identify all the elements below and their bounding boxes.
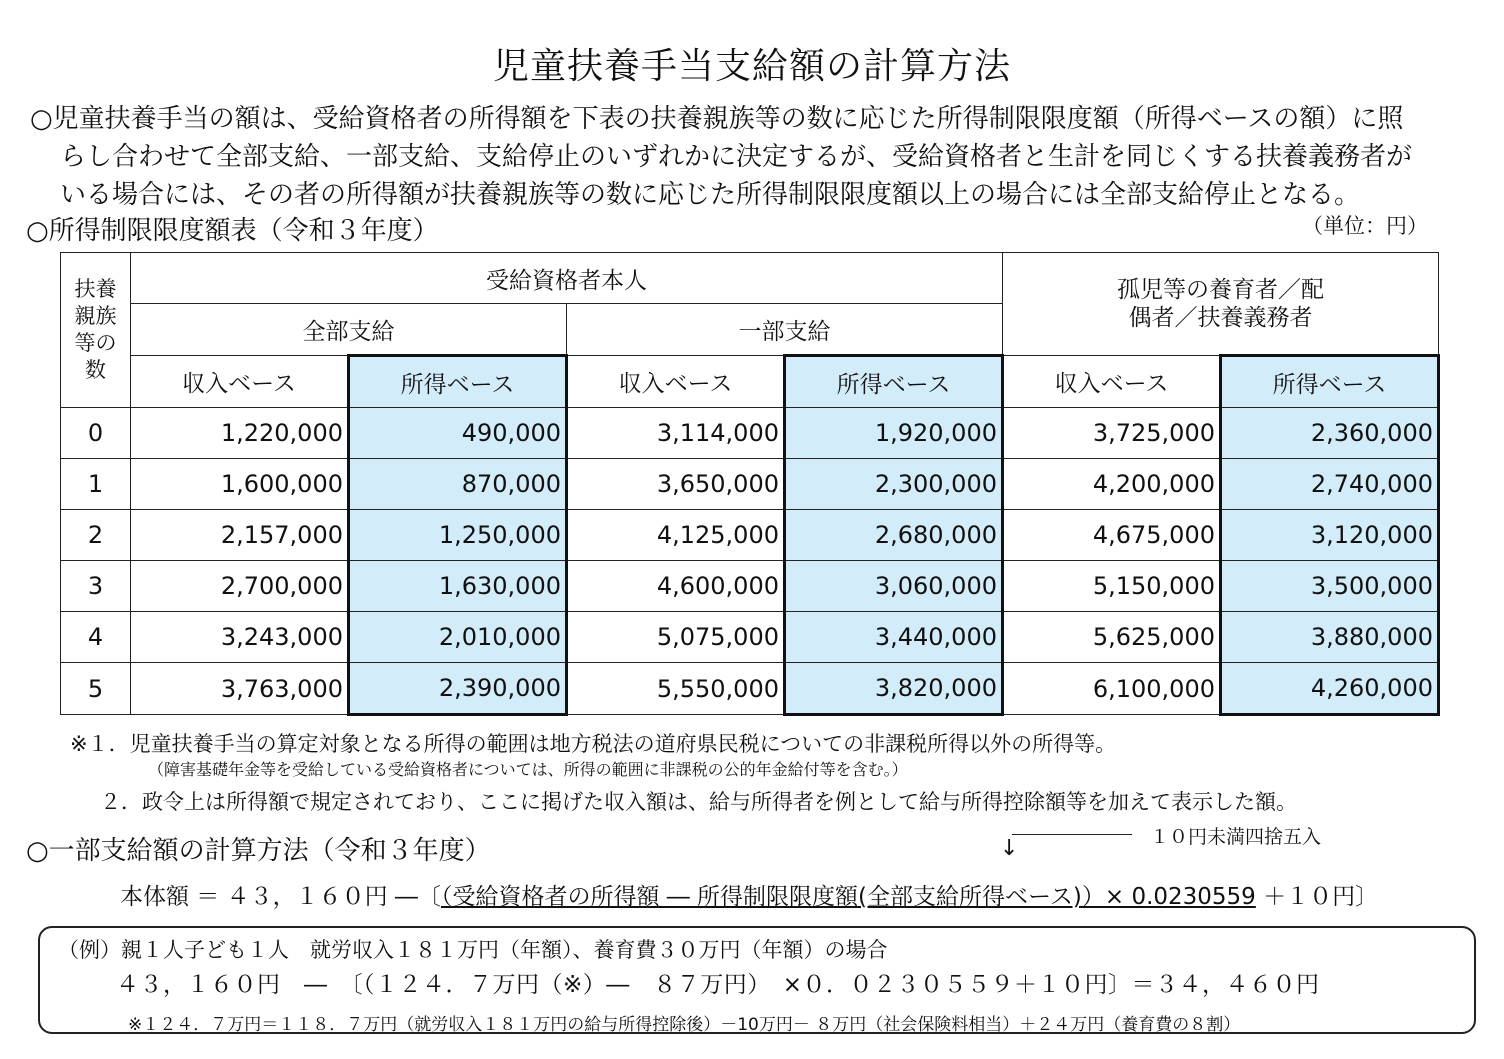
partial-earnings-cell: 3,820,000: [785, 663, 1003, 715]
formula: [120, 878, 1378, 911]
example-line-1: （例）親１人子ども１人 就労収入１８１万円（年額）、養育費３０万円（年額）の場合: [58, 938, 888, 962]
partial-earnings-cell: 3,060,000: [785, 561, 1003, 612]
partial-earnings-cell: 2,300,000: [785, 459, 1003, 510]
full-income-cell: 1,220,000: [131, 408, 349, 459]
dependents-count: 2: [61, 510, 131, 561]
col-header-income: 収入ベース: [131, 356, 349, 408]
arrow-down-icon: ↓: [1000, 836, 1019, 861]
col-header-earnings: 所得ベース: [1221, 356, 1439, 408]
formula-underlined: （受給資格者の所得額 ― 所得制限限度額(全部支給所得ベース)）× 0.0230559: [440, 884, 1256, 910]
guardian-earnings-cell: 2,360,000: [1221, 408, 1439, 459]
guardian-earnings-cell: 3,500,000: [1221, 561, 1439, 612]
guardian-earnings-cell: 3,120,000: [1221, 510, 1439, 561]
full-earnings-cell: 1,250,000: [349, 510, 567, 561]
full-income-cell: 2,700,000: [131, 561, 349, 612]
full-income-cell: 3,243,000: [131, 612, 349, 663]
col-header-earnings: 所得ベース: [785, 356, 1003, 408]
formula-suffix: ＋１０円〕: [1255, 884, 1379, 910]
footnote-1-sub: （障害基礎年金等を受給している受給資格者については、所得の範囲に非課税の公的年金給付等を含む。）: [148, 760, 908, 779]
full-income-cell: 1,600,000: [131, 459, 349, 510]
guardian-income-cell: 5,625,000: [1003, 612, 1221, 663]
col-header-income: 収入ベース: [1003, 356, 1221, 408]
dependents-count: 5: [61, 663, 131, 715]
table-row: [61, 459, 1439, 510]
page-title: 児童扶養手当支給額の計算方法: [492, 46, 1011, 87]
guardian-income-cell: 4,675,000: [1003, 510, 1221, 561]
full-income-cell: 3,763,000: [131, 663, 349, 715]
partial-income-cell: 4,125,000: [567, 510, 785, 561]
income-limit-table: [60, 252, 1440, 716]
recipient-header: 受給資格者本人: [131, 253, 1003, 304]
full-earnings-cell: 490,000: [349, 408, 567, 459]
example-line-2: ４３，１６０円 ― 〔（１２４．７万円（※）― ８７万円） ×０．０２３０５５９＋１０円〕＝３４，４６０円: [116, 972, 1320, 998]
full-earnings-cell: 2,390,000: [349, 663, 567, 715]
partial-earnings-cell: 1,920,000: [785, 408, 1003, 459]
dependents-count: 4: [61, 612, 131, 663]
footnote-1: ※１．児童扶養手当の算定対象となる所得の範囲は地方税法の道府県民税についての非課税所得以外の所得等。: [70, 732, 1117, 756]
guardian-income-cell: 3,725,000: [1003, 408, 1221, 459]
partial-income-cell: 5,550,000: [567, 663, 785, 715]
full-earnings-cell: 2,010,000: [349, 612, 567, 663]
table-row: [61, 510, 1439, 561]
guardian-income-cell: 4,200,000: [1003, 459, 1221, 510]
partial-income-cell: 5,075,000: [567, 612, 785, 663]
footnote-2: ２．政令上は所得額で規定されており、ここに掲げた収入額は、給与所得者を例として給与所得控除額等を加えて表示した額。: [100, 790, 1297, 814]
table-row: [61, 408, 1439, 459]
arrow-line: [1012, 834, 1132, 835]
col-header-income: 収入ベース: [567, 356, 785, 408]
rounding-note: １０円未満四捨五入: [1150, 826, 1322, 848]
unit-label: （単位：円）: [1302, 214, 1428, 238]
full-earnings-cell: 870,000: [349, 459, 567, 510]
col-header-earnings: 所得ベース: [349, 356, 567, 408]
partial-income-cell: 3,650,000: [567, 459, 785, 510]
dependents-count: 1: [61, 459, 131, 510]
intro-line-3: いる場合には、その者の所得額が扶養親族等の数に応じた所得制限限度額以上の場合には全部支給停止となる。: [60, 180, 1361, 210]
partial-earnings-cell: 2,680,000: [785, 510, 1003, 561]
guardian-earnings-cell: 3,880,000: [1221, 612, 1439, 663]
guardian-earnings-cell: 4,260,000: [1221, 663, 1439, 715]
formula-prefix: 本体額 ＝ ４３，１６０円 ―〔: [120, 884, 441, 910]
full-income-cell: 2,157,000: [131, 510, 349, 561]
table-row: [61, 612, 1439, 663]
intro-paragraph: [30, 100, 1490, 214]
partial-income-cell: 4,600,000: [567, 561, 785, 612]
table-row: [61, 663, 1439, 715]
intro-line-1: ○児童扶養手当の額は、受給資格者の所得額を下表の扶養親族等の数に応じた所得制限限度額（所得ベースの額）に照: [30, 104, 1404, 134]
partial-earnings-cell: 3,440,000: [785, 612, 1003, 663]
dependents-count: 3: [61, 561, 131, 612]
guardian-income-cell: 5,150,000: [1003, 561, 1221, 612]
dependents-count: 0: [61, 408, 131, 459]
guardian-header: 孤児等の養育者／配偶者／扶養義務者: [1003, 253, 1439, 356]
partial-payment-header: 一部支給: [567, 304, 1003, 356]
partial-income-cell: 3,114,000: [567, 408, 785, 459]
full-payment-header: 全部支給: [131, 304, 567, 356]
example-line-3: ※１２４．７万円＝１１８．７万円（就労収入１８１万円の給与所得控除後）－10万円－ ８万円（社会保険料相当）＋２４万円（養育費の８割）: [128, 1015, 1241, 1035]
intro-line-2: らし合わせて全部支給、一部支給、支給停止のいずれかに決定するが、受給資格者と生計を同じくする扶養義務者が: [60, 142, 1413, 172]
table-row: [61, 561, 1439, 612]
dependents-header: 扶養親族等の数: [61, 253, 131, 408]
guardian-earnings-cell: 2,740,000: [1221, 459, 1439, 510]
section-title-income-limit: ○所得制限限度額表（令和３年度）: [26, 216, 439, 246]
section-title-partial-calc: ○一部支給額の計算方法（令和３年度）: [26, 836, 491, 866]
full-earnings-cell: 1,630,000: [349, 561, 567, 612]
guardian-income-cell: 6,100,000: [1003, 663, 1221, 715]
